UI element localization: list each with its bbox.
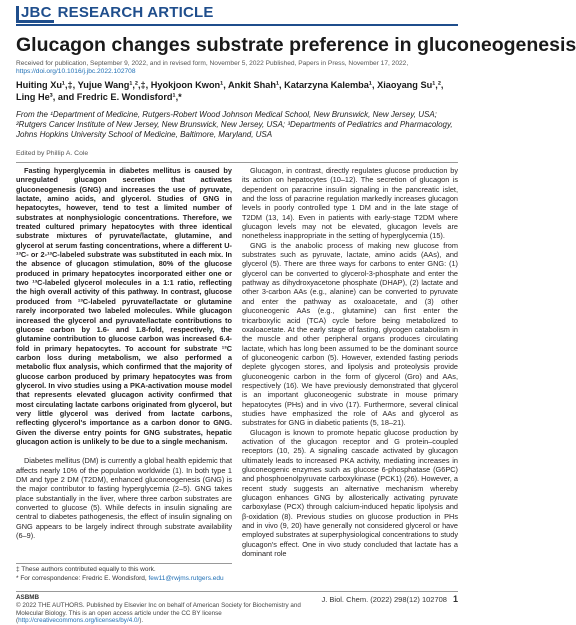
article-type-label: RESEARCH ARTICLE xyxy=(57,4,214,21)
edited-by: Edited by Phillip A. Cole xyxy=(16,150,89,157)
body-paragraph-1: Glucagon, in contrast, directly regulates glucose production by its action on hepatocytes (10–12). The secretion of glucagon is dependent on paracrine insulin signaling in the pancreatic islet, and the loss of paracrine regulation markedly increases glucagon levels in poorly controlled type 1 DM and in the late stage of T2DM (13, 14). Even in patients with early-stage T2DM where glucagon levels may not be elevated, glucagon levels are nonetheless inappropriate in the setting of hyperglycemia (15). xyxy=(242,166,458,241)
received-dates: Received for publication, September 9, 2022, and in revised form, November 5, 2022 Published, Papers in Press, November 17, 2022, xyxy=(16,60,409,67)
equal-contribution-note: ‡ These authors contributed equally to this work. xyxy=(16,566,156,573)
section-divider xyxy=(16,162,458,163)
correspondence-note xyxy=(16,575,232,584)
intro-paragraph-1: Diabetes mellitus (DM) is currently a global health epidemic that affects nearly 10% of the population worldwide (1). In both type 1 DM and type 2 DM (T2DM), enhanced gluconeogenesis (GNG) is the major contributor to fasting hyperglycemia (2–5). GNG takes place substantially in the liver, where three carbon substrates are converted to glucose (5). While defects in insulin signaling are central to diabetes pathogenesis, the effect of insulin signaling on GNG appears to be largely indirect through substrate availability (6–9). xyxy=(16,456,232,541)
body-paragraph-3: Glucagon is known to promote hepatic glucose production by activation of the glucagon receptor and G protein–coupled receptors (10, 25). A signaling cascade activated by glucagon ultimately leads to increased PKA activity, mediating increases in gluconeogenic enzymes such as glucose 6-phosphatase (G6PC) and phosphoenolpyruvate carboxykinase (PCK1) (26). However, a recent study suggests an alternative mechanism whereby glucagon enhances GNG by allosterically activating pyruvate carboxylase (PCX) through calcium-induced hepatic lipolysis and β-oxidation (8). Previous studies on glucose production in PHs and in vivo (9, 20) have generally not considered glycerol or have employed substrates at superphysiological concentrations to study glucagon's effect. One in vivo study concluded that lactate has a dominant role xyxy=(242,427,458,559)
footnotes xyxy=(16,563,232,583)
abstract: Fasting hyperglycemia in diabetes mellitus is caused by unregulated glucagon secretion that activates gluconeogenesis (GNG) and increases the use of pyruvate, lactate, amino acids, and glycerol. Studies of GNG in hepatocytes, however, tend to test a limited number of substrates at nonphysiologic concentrations. Therefore, we treated cultured primary hepatocytes with three identical substrate mixtures of pyruvate/lactate, glutamine, and glycerol at serum fasting concentrations, where a different U-¹³C- or 2-¹³C-labeled substrate was substituted in each mix. In the absence of glucagon stimulation, 80% of the glucose produced in primary hepatocytes incorporated either one or two ¹³C-labeled glycerol molecules in a 1:1 ratio, reflecting the high overall activity of this pathway. In contrast, glucose produced from ¹³C-labeled pyruvate/lactate or glutamine rarely incorporated two labeled molecules. While glucagon increased the glycerol and pyruvate/lactate contributions to glucose carbon by 1.6- and 1.8-fold, respectively, the glutamine contribution to glucose carbon was increased 6.4-fold in primary hepatocytes. To account for substrate ¹³C carbon loss during metabolism, we also performed a metabolic flux analysis, which confirmed that the majority of glucose carbon produced by primary hepatocytes was from glycerol. In vivo studies using a PKA-activation mouse model that represents elevated glucagon activity confirmed that most circulating lactate carbons originated from glycerol, but very little glycerol was derived from lactate carbons, reflecting glycerol's importance as a carbon donor to GNG. Given the diverse entry points for GNG substrates, hepatic glucagon action is unlikely to be due to a single mechanism. xyxy=(16,166,232,446)
journal-logo: JBC xyxy=(16,6,54,23)
journal-header xyxy=(16,4,214,23)
body-paragraph-2: GNG is the anabolic process of making new glucose from substrates such as pyruvate, lactate, amino acids (AAs), and glycerol (5). There are three ways for carbons to enter GNG: (1) glycerol can be converted to glycerol-3-phosphate and enter the pathway as dihydroxyacetone phosphate (DHAP), (2) lactate and other 3-carbon AAs (e.g., alanine) can be converted to pyruvate and enter the pathway as oxaloacetate, and (3) other gluconeogenic AAs (e.g., glutamine) can first enter the tricarboxylic acid (TCA) cycle before being metabolized to oxaloacetate. At the early stage of fasting, glycogen catabolism in the muscle and other peripheral organs produces circulating lactate, which has long been assumed to be the dominant source of gluconeogenic carbon (5). However, extended fasting periods deplete glycogen stores, and lipolysis and proteolysis provide gluconeogenic carbon in the form of glycerol (Gro) and AAs, respectively (16). We have previously demonstrated that glycerol is an important gluconeogenic substrate in mouse primary hepatocytes (PHs) and in vivo (17). Furthermore, several clinical studies have emphasized the role of AAs and glycerol as substrates for GNG in diabetic patients (5, 18–21). xyxy=(242,240,458,428)
article-title: Glucagon changes substrate preference in gluconeogenesis xyxy=(16,34,576,56)
copyright-notice xyxy=(16,594,316,625)
correspondence-label: * For correspondence: Fredric E. Wondisford, xyxy=(16,574,147,582)
copyright-text: © 2022 THE AUTHORS. Published by Elsevier Inc on behalf of American Society for Biochemistry and Molecular Biology. This is an open access article under the CC BY license ( xyxy=(16,601,301,625)
license-link[interactable]: http://creativecommons.org/licenses/by/4.0/ xyxy=(18,617,140,625)
doi-link[interactable]: https://doi.org/10.1016/j.jbc.2022.102708 xyxy=(16,68,136,75)
correspondence-email[interactable]: few11@rwjms.rutgers.edu xyxy=(148,574,224,582)
footer-rule xyxy=(16,591,458,592)
left-column xyxy=(16,166,232,540)
header-rule xyxy=(16,24,458,26)
affiliations: From the ¹Department of Medicine, Rutgers-Robert Wood Johnson Medical School, New Brunswick, New Jersey, USA; ²Rutgers Cancer Institute of New Jersey, New Brunswick, New Jersey, USA; ³Departments of Pediatrics and Pharmacology, Johns Hopkins University School of Medicine, Baltimore, Maryland, USA xyxy=(16,110,453,140)
journal-citation xyxy=(321,594,458,604)
right-column xyxy=(242,166,458,558)
publication-history xyxy=(16,60,460,76)
page-number: 1 xyxy=(452,594,458,604)
asbmb-logo: ASBMB xyxy=(16,594,40,601)
author-list: Huiting Xu¹,‡, Yujue Wang¹,²,‡, Hyokjoon Kwon¹, Ankit Shah¹, Katarzyna Kalemba¹, Xiaoyang Su¹,², Ling He³, and Fredric E. Wondisford¹,* xyxy=(16,80,444,102)
copyright-end: ). xyxy=(139,617,144,625)
journal-reference: J. Biol. Chem. (2022) 298(12) 102708 xyxy=(321,595,447,604)
